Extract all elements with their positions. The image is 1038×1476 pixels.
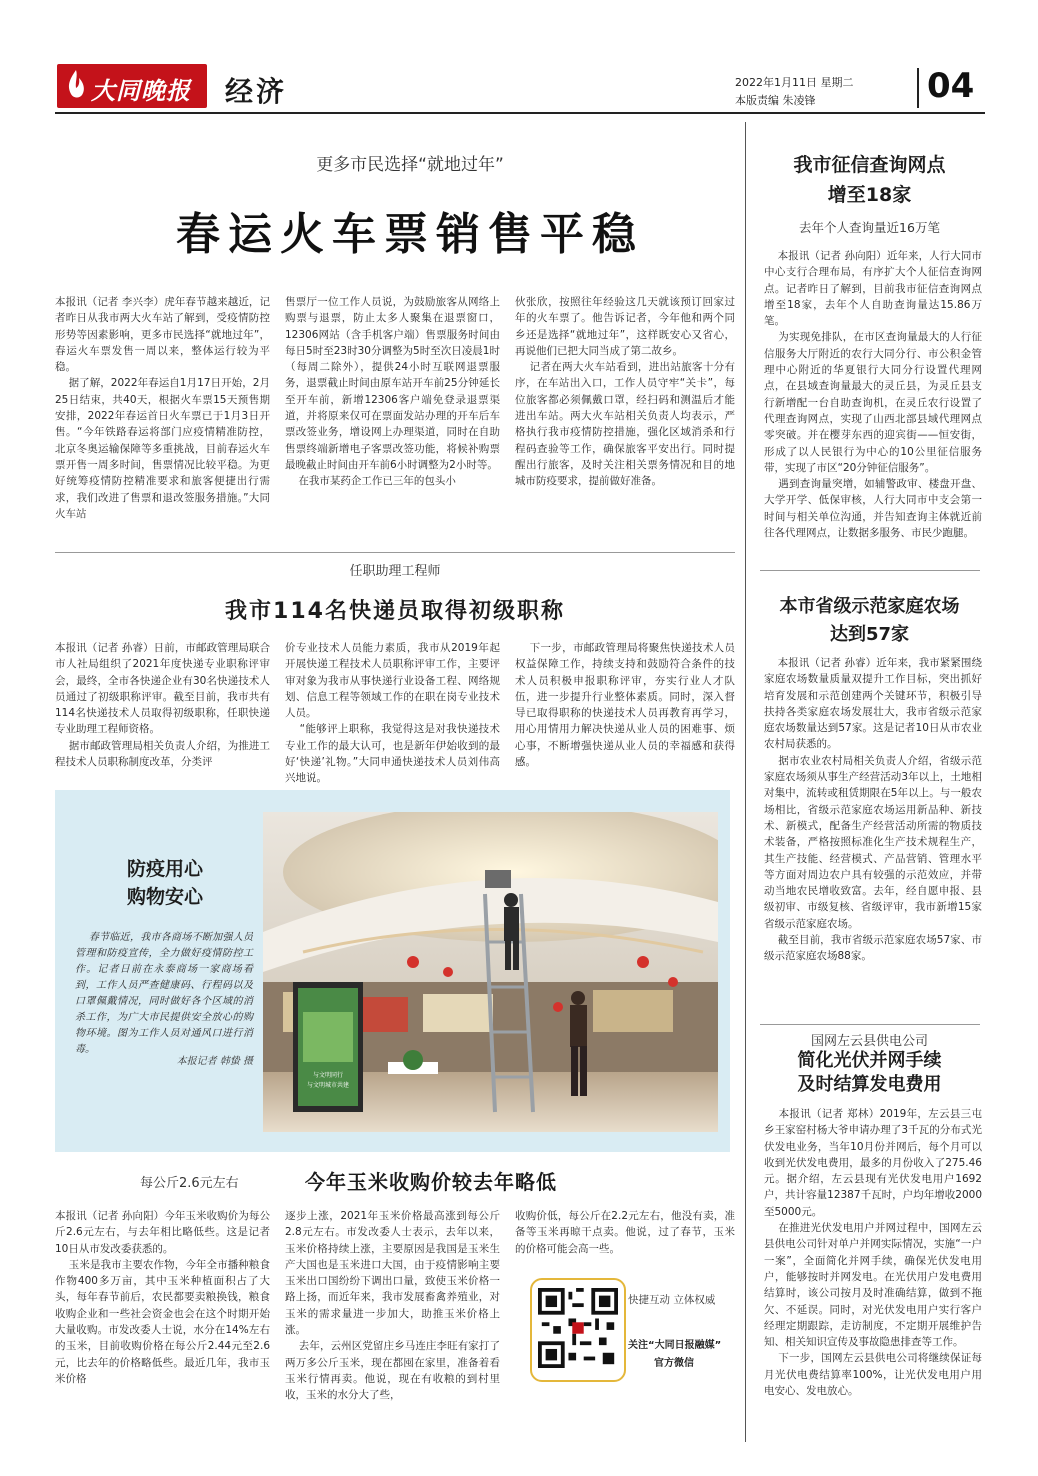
photo-feature-box [55,790,730,1152]
corn-kicker: 每公斤2.6元左右 [140,1176,239,1191]
farm-body: 本报讯（记者 孙睿）近年来，我市紧紧围绕家庭农场数量质量双提升工作目标，突出抓好培育发展和示范创建两个关键环节，积极引导扶持各类家庭农场发展壮大，我市省级示范家庭农场数量达到57家。这是记者10日从市农业农村局获悉的。 据市农业农村局相关负责人介绍，省级示范家庭农场须从事生产经营活动3年以上，土地相对集中，流转或租赁期限在5年以上。与一般农场相比，省级示范家庭农场运用新品种、新技术、新模式，配备生产经营活动所需的物质技术装备，严格按照标准化生产技术规程生产，其生产技能、经营模式、产品营销、管理水平等方面对周边农户具有较强的示范效应，并带动当地农民增收致富。去年，经自愿申报、县级初审、市级复核、省级评审，我市新增15家省级示范家庭农场。 截至目前，我市省级示范家庭农场57家、市级示范家庭农场88家。 [764,657,983,963]
courier-headline: 我市114名快递员取得初级职称 [225,599,565,624]
farm-headline-2: 达到57家 [829,624,910,645]
poster-text-2: 与文明城市共建 [306,1082,350,1089]
qr-slogan: 快捷互动 立体权威 [628,1294,716,1306]
lead-headline: 春运火车票销售平稳 [176,209,644,260]
qr-code-icon [538,1288,618,1368]
credit-subhead: 去年个人查询量近16万笔 [799,220,940,235]
issue-date: 2022年1月11日 星期二 [735,76,854,89]
solar-headline-2: 及时结算发电费用 [797,1074,942,1095]
qr-code[interactable] [530,1278,626,1382]
qr-follow: 关注“大同日报融媒” [628,1340,722,1351]
lead-column-3: 伙张欣，按照往年经验这几天就该预订回家过年的火车票了。他告诉记者，今年他和两个同乡还是选择“就地过年”，这样既安心又省心，再说他们已把大同当成了第二故乡。 记者在两大火车站看到，进出站旅客十分有序，在车站出入口，工作人员守牢“关卡”，每位旅客都必须佩戴口罩，经扫码和测温后才能进出车站。两大火车站相关负责人均表示，严格执行我市疫情防控措施，强化区域消杀和行程码查验等工作，确保旅客平安出行。同时提醒出行旅客，及时关注相关票务情况和目的地城市防疫要求，提前做好准备。 [515,296,735,488]
photo-feature-title-2: 购物安心 [126,886,203,908]
courier-column-3: 下一步，市邮政管理局将聚焦快递技术人员权益保障工作，持续支持和鼓励符合条件的技术人员积极申报职称评审，夯实行业人才队伍，进一步提升行业整体素质。同时，深入督导已取得职称的快递技术人员再教育再学习，用心用情用力解决快递从业人员的困难事、烦心事，不断增强快递从业人员的幸福感和获得感。 [515,642,735,769]
solar-kicker: 国网左云县供电公司 [810,1034,928,1049]
courier-column-2: 价专业技术人员能力素质，我市从2019年起开展快递工程技术人员职称评审工作，主要评审对象为我市从事快递行业设备工程、网络规划、信息工程等领域工作的在职在岗专业技术人员。 “能够评上职称，我觉得这是对我快递技术专业工作的最大认可，也是新年伊始收到的最好‘快递’礼物。”大同申通快递技术人员刘伟高兴地说。 [285,642,500,785]
corn-column-3: 收购价低，每公斤在2.2元左右，他没有卖，准备等玉米再晾干点卖。他说，过了春节，玉米的价格可能会高一些。 [515,1210,735,1255]
photo-credit: 本报记者 韩蛰 摄 [176,1056,253,1067]
credit-body: 本报讯（记者 孙向阳）近年来，人行大同市中心支行合理布局，有序扩大个人征信查询网点。记者昨日了解到，目前我市征信查询网点增至18家，去年个人自助查询量达15.86万笔。 为实现免排队，在市区查询量最大的人行征信服务大厅附近的农行大同分行、市公积金管理中心附近的华夏银行大同分行设置代理网点，在县域查询量最大的灵丘县，为灵丘县支行新增配一台自助查询机，在灵丘农行设置了代理查询网点，实现了山西北部县域代理网点零突破。并在樱芽东西的迎宾街——恒安街，形成了以人民银行为中心的10公里征信服务带，实现了市区“20分钟征信服务”。 遇到查询量突增，如辅警政审、楼盘开盘、大学开学、低保审核，人行大同市中支会第一时间与相关单位沟通，并告知查询主体就近前往各代理网点，让数据多服务、市民少跑腿。 [764,250,983,540]
right-rule-2 [760,1024,980,1025]
masthead-rule [55,112,985,114]
page-number: 04 [927,66,975,106]
poster-text-1: 与文明同行 [312,1072,344,1079]
corn-headline: 今年玉米收购价较去年略低 [305,1170,557,1194]
solar-headline-1: 简化光伏并网手续 [797,1050,942,1071]
qr-account: 官方微信 [654,1358,694,1369]
section-rule-1 [55,552,735,553]
photo-feature-title-1: 防疫用心 [126,858,203,880]
lead-column-2: 售票厅一位工作人员说，为鼓励旅客从网络上购票与退票，防止太多人聚集在退票窗口，12306网站（含手机客户端）售票服务时间由每日5时至23时30分调整为5时至次日凌晨1时（每周二除外），提供24小时互联网退票服务，退票截止时间由原车站开车前25分钟延长至开车前，新增12306客户端免登录退票渠道，并将原来仅可在票面发站办理的开车后车票改签业务，增设网上办理渠道，同时在自助售票终端新增电子客票改签功能，将候补购票最晚截止时间由开车前6小时调整为2小时等。 在我市某药企工作已三年的包头小 [285,296,500,488]
logo-text: 大同晚报 [91,76,191,105]
section-name: 经济 [225,75,288,108]
lead-column-1: 本报讯（记者 李兴李）虎年春节越来越近，记者昨日从我市两大火车站了解到，受疫情防控形势等因素影响，更多市民选择“就地过年”，春运火车票发售一周以来，整体运行较为平稳。 据了解，2022年春运自1月17日开始，2月25日结束，共40天，根据火车票15天预售期安排，2022年春运首日火车票已于1月3日开售。“今年铁路春运将部门应疫情精准防控，北京冬奥运输保障等多重挑战，目前春运火车票开售一周多时间，售票情况比较平稳。为更好统筹疫情防控精准要求和旅客便捷出行需求，我们改进了售票和退改签服务措施。”大同火车站 [55,296,270,520]
lead-kicker: 更多市民选择“就地过年” [316,155,504,175]
credit-headline-1: 我市征信查询网点 [793,154,946,176]
page-editor: 本版责编 朱凌锋 [735,94,816,107]
photo-caption: 春节临近，我市各商场不断加强人员管理和防疫宣传，全力做好疫情防控工作。记者日前在永泰商场一家商场看到，工作人员严查健康码、行程码以及口罩佩戴情况，同时做好各个区域的消杀工作，为广大市民提供安全放心的购物环境。图为工作人员对通风口进行消毒。 [75,932,253,1055]
qr-promo [526,1274,734,1382]
page-number-divider [917,68,919,108]
column-divider [745,122,746,1442]
courier-kicker: 任职助理工程师 [349,564,441,579]
flame-icon [63,68,89,104]
corn-column-1: 本报讯（记者 孙向阳）今年玉米收购价为每公斤2.6元左右，与去年相比略低些。这是记者10日从市发改委获悉的。 玉米是我市主要农作物，今年全市播种粮食作物400多万亩，其中玉米种植面积占了大头，每年春节前后，农民都要卖粮换钱，粮食收购企业和一些社会资金也会在这个时期开始大量收购。市发改委人士说，水分在14%左右的玉米，目前收购价格在每公斤2.44元至2.6元，比去年的价格略低些。最近几年，我市玉米价格 [55,1210,271,1385]
corn-column-2: 逐步上涨，2021年玉米价格最高涨到每公斤2.8元左右。市发改委人士表示，去年以来，玉米价格持续上涨，主要原因是我国是玉米生产大国也是玉米进口大国，由于疫情影响主要玉米出口国纷纷下调出口量，致使玉米价格一路上扬，而近年来，我市发展畜禽养殖业，对玉米的需求量进一步加大，助推玉米价格上涨。 去年，云州区党留庄乡马连庄李旺有家打了两万多公斤玉米，现在都囤在家里，准备着看玉米行情再卖。他说，现在有收粮的到村里收，玉米的水分大了些， [285,1210,501,1402]
mall-interior-image [263,812,718,1132]
farm-headline-1: 本市省级示范家庭农场 [779,596,960,617]
credit-headline-2: 增至18家 [827,184,912,206]
masthead [55,62,985,124]
logo [57,64,207,108]
right-rule-1 [760,570,980,571]
mall-photo [263,812,718,1132]
solar-body: 本报讯（记者 郑林）2019年，左云县三屯乡王家窑村杨大爷申请办理了3千瓦的分布式光伏发电业务，当年10月份并网后，每个月可以收到光伏发电费用，最多的月份收入了275.46元。据介绍，左云县现有光伏发电用户1692户，共计容量12387千瓦时，户均年增收2000至5000元。 在推进光伏发电用户并网过程中，国网左云县供电公司针对单户并网实际情况，实施“一户一案”，全面简化并网手续，确保光伏发电用户，能够按时并网发电。在光伏用户发电费用结算时，该公司按月及时准确结算，做到不拖欠、不延误。同时，对光伏发电用户实行客户经理定期跟踪，走访制度，不定期开展维护告知、相关知识宣传及事故隐患排查等工作。 下一步，国网左云县供电公司将继续保证每月光伏电费结算率100%，让光伏发电用户用电安心、发电放心。 [764,1108,983,1398]
courier-column-1: 本报讯（记者 孙睿）日前，市邮政管理局联合市人社局组织了2021年度快递专业职称评审会，最终，全市各快递企业有30名快递技术人员通过了初级职称评审。截至目前，我市共有114名快递技术人员取得初级职称，任职快递专业助理工程师资格。 据市邮政管理局相关负责人介绍，为推进工程技术人员职称制度改革，分类评 [55,642,271,769]
